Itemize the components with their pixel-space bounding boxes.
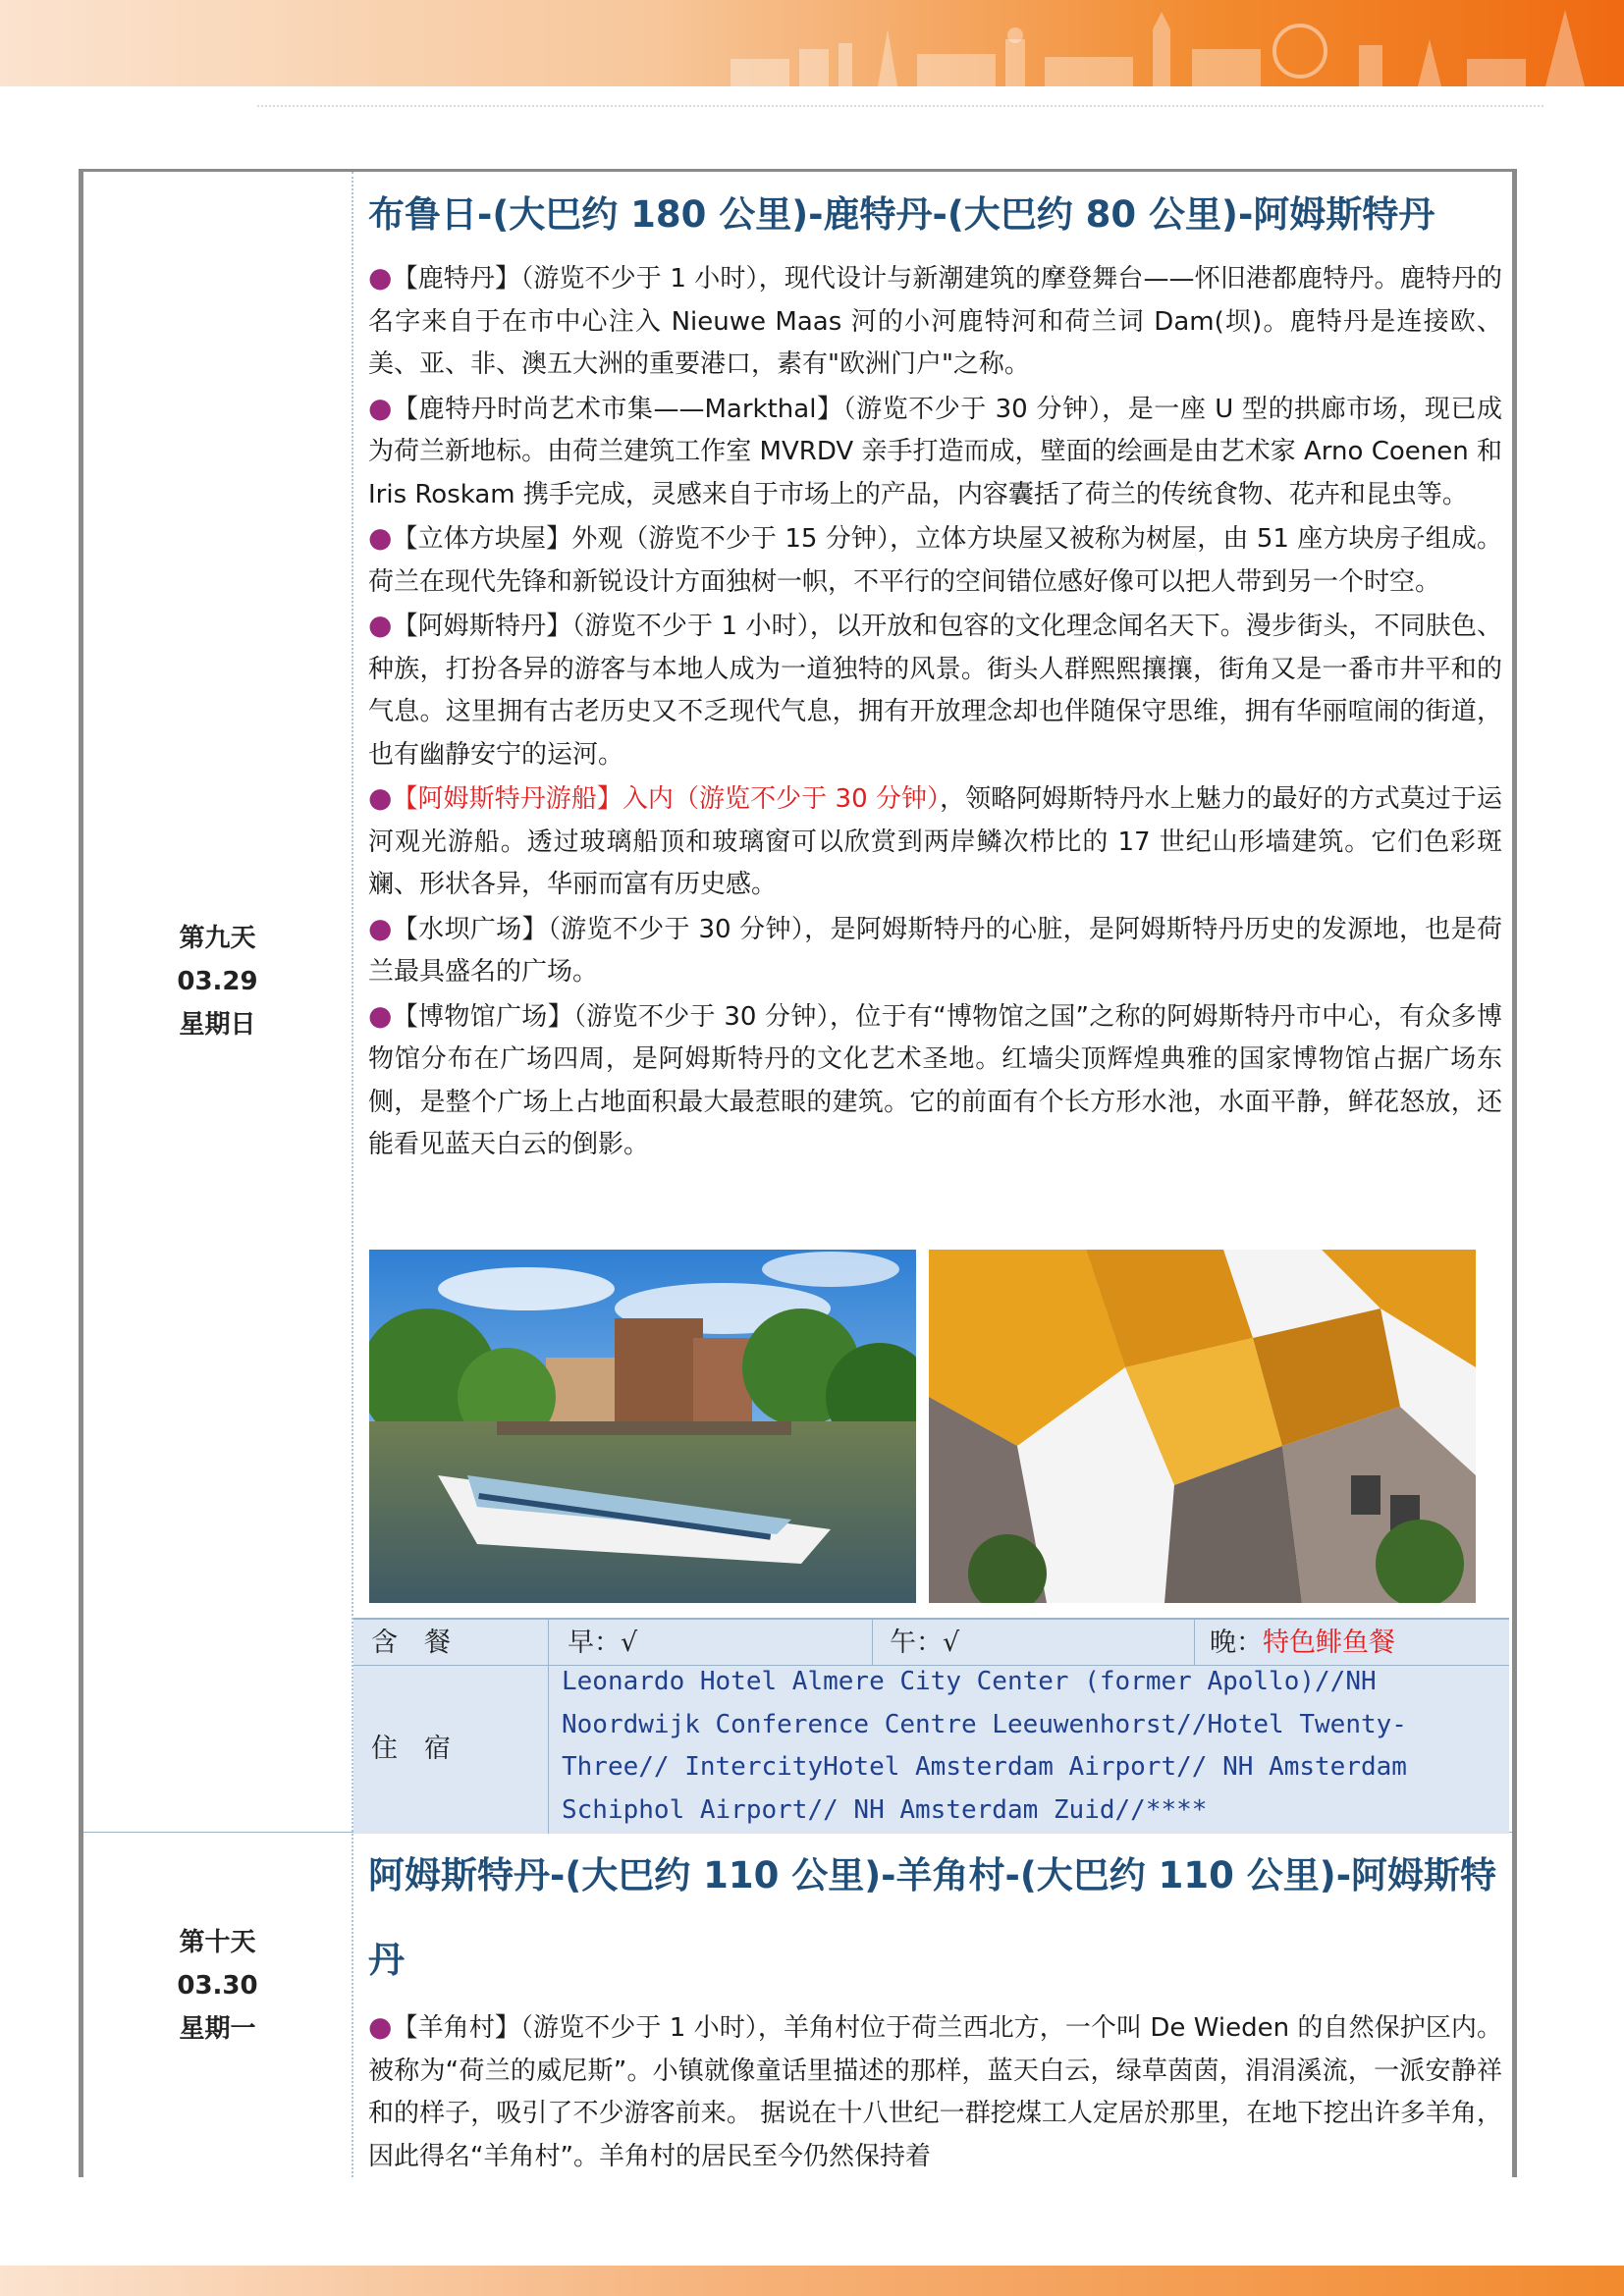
city-skyline-icon xyxy=(691,0,1624,86)
paragraph-cube-houses xyxy=(368,516,1502,604)
paragraph-markthal xyxy=(368,387,1502,517)
bullet-icon: ● xyxy=(368,2010,393,2043)
attraction-name: 【水坝广场】 xyxy=(392,914,548,944)
dinner-value xyxy=(1210,1624,1395,1663)
attraction-text: （游览不少于 30 分钟），是一座 U 型的拱廊市场，现已成为荷兰新地标。由荷兰建筑工作室 MVRDV 亲手打造而成，壁面的绘画是由艺术家 Arno Coenen 和 Iris Roskam 携手完成，灵感来自于市场上的产品，内容囊括了荷兰的传统食物、花卉和昆虫等。 xyxy=(368,394,1502,509)
bullet-icon: ● xyxy=(368,391,393,424)
day9-label xyxy=(83,917,352,1046)
footer-banner xyxy=(0,2266,1624,2296)
day10-content xyxy=(368,2005,1502,2178)
paragraph-canal-cruise xyxy=(368,776,1502,907)
attraction-text: ，领略阿姆斯特丹水上魅力的最好的方式莫过于运河观光游船。透过玻璃船顶和玻璃窗可以欣赏到两岸鳞次栉比的 17 世纪山形墙建筑。它们色彩斑斓、形状各异，华丽而富有历史感。 xyxy=(368,784,1502,899)
attraction-text: （游览不少于 1 小时），羊角村位于荷兰西北方，一个叫 De Wieden 的自然保护区内。被称为“荷兰的威尼斯”。小镇就像童话里描述的那样，蓝天白云，绿草茵茵，涓涓溪流，一派安静祥和的样子，吸引了不少游客前来。 据说在十八世纪一群挖煤工人定居於那里，在地下挖出许多羊角，因此得名“羊角村”。羊角村的居民至今仍然保持着 xyxy=(368,2013,1502,2171)
attraction-text: （游览不少于 30 分钟），是阿姆斯特丹的心脏，是阿姆斯特丹历史的发源地，也是荷兰最具盛名的广场。 xyxy=(368,914,1502,987)
day10-day: 第十天 xyxy=(179,1928,256,1957)
attraction-text: （游览不少于 30 分钟），位于有“博物馆之国”之称的阿姆斯特丹市中心，有众多博物馆分布在广场四周，是阿姆斯特丹的文化艺术圣地。红墙尖顶辉煌典雅的国家博物馆占据广场东侧，是整个广场上占地面积最大最惹眼的建筑。它的前面有个长方形水池，水面平静，鲜花怒放，还能看见蓝天白云的倒影。 xyxy=(368,1001,1502,1159)
day10-route-title: 阿姆斯特丹-(大巴约 110 公里)-羊角村-(大巴约 110 公里)-阿姆斯特丹 xyxy=(368,1854,1497,1981)
attraction-name-highlight: 【阿姆斯特丹游船】入内（游览不少于 30 分钟） xyxy=(392,784,941,814)
paragraph-dam-square xyxy=(368,907,1502,994)
bullet-icon: ● xyxy=(368,261,393,294)
canal-boat-photo xyxy=(369,1250,916,1603)
day9-date: 03.29 xyxy=(177,967,258,996)
breakfast-value: 早：√ xyxy=(568,1628,638,1658)
day9-content xyxy=(368,256,1502,1167)
header-banner xyxy=(0,0,1624,86)
paragraph-museum-square xyxy=(368,994,1502,1167)
cube-houses-photo xyxy=(929,1250,1476,1603)
paragraph-giethoorn xyxy=(368,2005,1502,2178)
attraction-name: 【鹿特丹时尚艺术市集——Markthal】 xyxy=(392,394,843,424)
bullet-icon: ● xyxy=(368,521,393,554)
bullet-icon: ● xyxy=(368,911,393,944)
day9-day: 第九天 xyxy=(179,924,256,953)
attraction-name: 【博物馆广场】 xyxy=(392,1001,573,1032)
day-column-divider xyxy=(352,172,353,2177)
attraction-text: （游览不少于 1 小时），现代设计与新潮建筑的摩登舞台——怀旧港都鹿特丹。鹿特丹的名字来自于在市中心注入 Nieuwe Maas 河的小河鹿特河和荷兰词 Dam(坝)。鹿特丹是连接欧、美、亚、非、澳五大洲的重要港口，素有"欧洲门户"之称。 xyxy=(368,264,1502,379)
attraction-text: （游览不少于 1 小时），以开放和包容的文化理念闻名天下。漫步街头，不同肤色、种族，打扮各异的游客与本地人成为一道独特的风景。街头人群熙熙攘攘，街角又是一番市井平和的气息。这里拥有古老历史又不乏现代气息，拥有开放理念却也伴随保守思维，拥有华丽喧闹的街道，也有幽静安宁的运河。 xyxy=(368,612,1502,770)
bullet-icon: ● xyxy=(368,609,393,641)
header-divider xyxy=(257,105,1543,107)
bullet-icon: ● xyxy=(368,781,393,814)
day10-weekday: 星期一 xyxy=(179,2014,256,2044)
day10-date: 03.30 xyxy=(177,1971,258,2001)
paragraph-amsterdam xyxy=(368,604,1502,776)
attraction-name: 【羊角村】 xyxy=(392,2013,520,2043)
dinner-highlight: 特色鲱鱼餐 xyxy=(1263,1628,1395,1658)
col-divider xyxy=(872,1620,873,1665)
bullet-icon: ● xyxy=(368,998,393,1032)
day9-route-title: 布鲁日-(大巴约 180 公里)-鹿特丹-(大巴约 80 公里)-阿姆斯特丹 xyxy=(368,193,1435,236)
dinner-prefix: 晚： xyxy=(1210,1628,1263,1658)
attraction-text: 外观（游览不少于 15 分钟），立体方块屋又被称为树屋，由 51 座方块房子组成。荷兰在现代先锋和新锐设计方面独树一帜，不平行的空间错位感好像可以把人带到另一个时空。 xyxy=(368,524,1502,597)
meals-label: 含 餐 xyxy=(371,1628,451,1658)
day9-weekday: 星期日 xyxy=(179,1010,256,1040)
lunch-value: 午：√ xyxy=(890,1628,960,1658)
day10-label xyxy=(83,1921,352,2051)
col-divider xyxy=(1194,1620,1195,1665)
hotel-label: 住 宿 xyxy=(371,1734,451,1764)
paragraph-rotterdam xyxy=(368,256,1502,387)
attraction-name: 【鹿特丹】 xyxy=(392,264,521,294)
hotel-list: Leonardo Hotel Almere City Center (former Apollo)//NH Noordwijk Conference Centre Leeuwenhorst//Hotel Twenty-Three// IntercityHotel Amsterdam Airport// NH Amsterdam Schiphol Airport// NH Amsterdam Zuid//**** xyxy=(562,1667,1407,1825)
col-divider xyxy=(548,1620,549,1834)
meal-hotel-table xyxy=(353,1618,1509,1834)
attraction-name: 【立体方块屋】 xyxy=(392,524,572,554)
attraction-name: 【阿姆斯特丹】 xyxy=(392,612,572,641)
